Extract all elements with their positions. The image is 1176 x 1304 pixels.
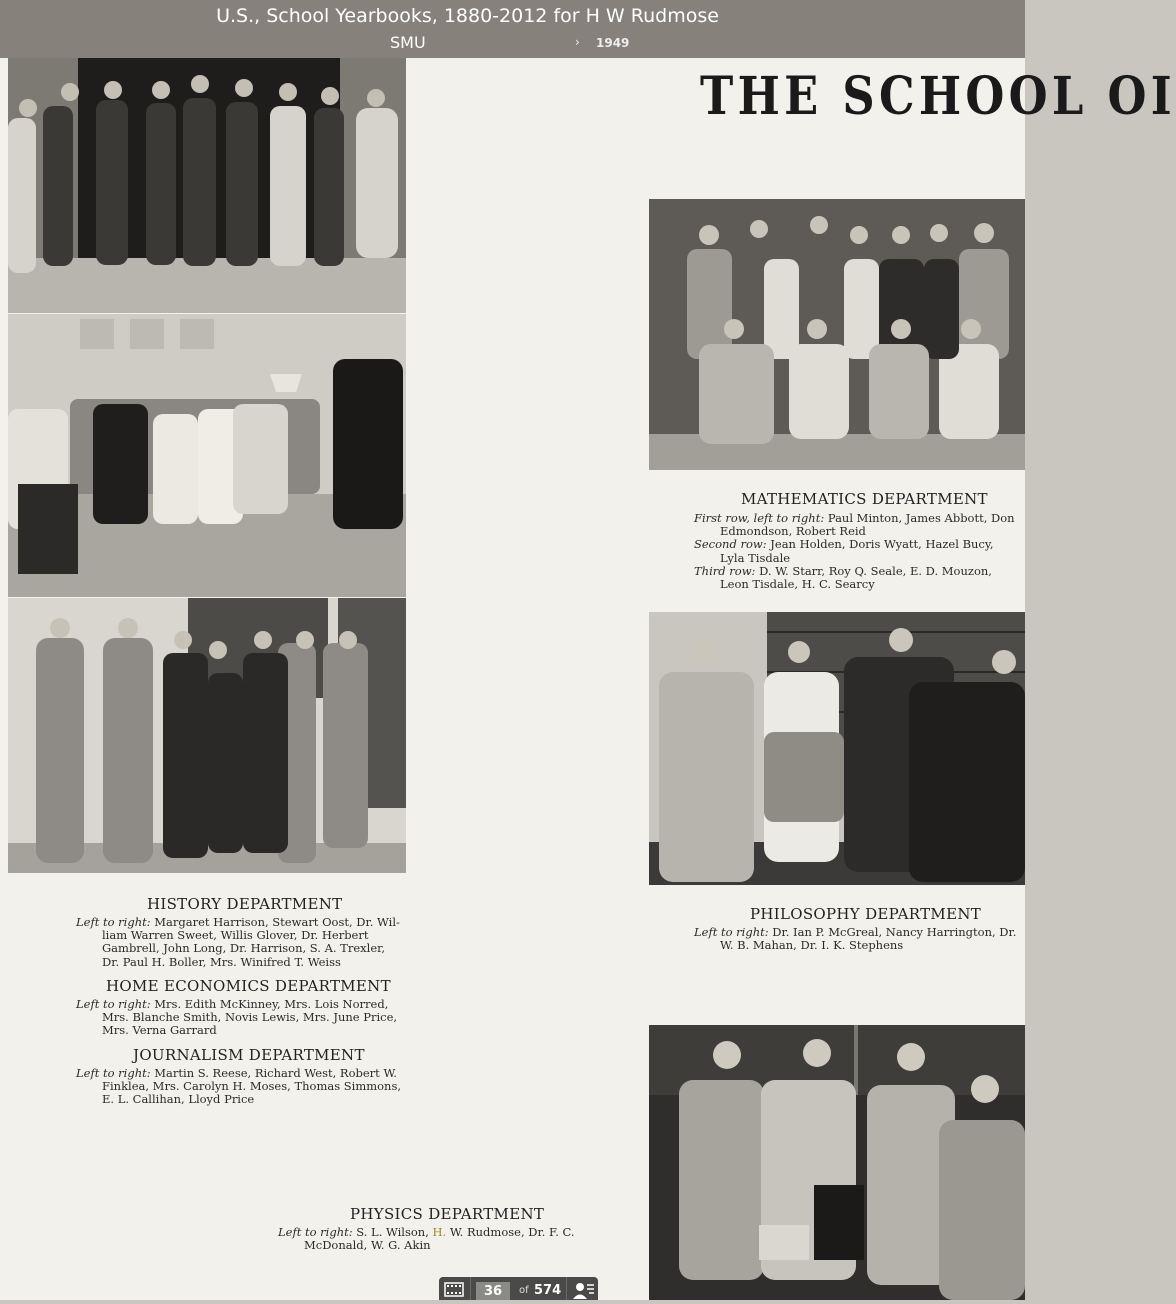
mathematics-row-3-cont: Leon Tisdale, H. C. Searcy [720,577,875,592]
philosophy-department-photo [649,612,1025,885]
history-department-photo [8,58,406,313]
journalism-line-1: Martin S. Reese, Richard West, Robert W. [154,1066,397,1080]
person-index-icon[interactable] [568,1277,598,1300]
mathematics-row-3-lead: Third row: [694,563,756,578]
page-title: THE SCHOOL OI [700,66,1176,127]
viewer-header [0,0,1025,58]
mathematics-heading: MATHEMATICS DEPARTMENT [741,490,988,508]
breadcrumb-chevron-icon: › [575,35,580,49]
journalism-department-photo [8,598,406,873]
physics-lead: Left to right: [278,1225,353,1239]
journalism-caption [76,1067,411,1107]
page-number-input[interactable] [476,1282,510,1300]
physics-line-1-pre: S. L. Wilson, [356,1225,433,1239]
physics-caption [278,1226,618,1252]
page-total: 574 [534,1283,562,1298]
philosophy-caption [694,926,1025,952]
journalism-line-3: E. L. Callihan, Lloyd Price [102,1092,255,1107]
journalism-line-2: Finklea, Mrs. Carolyn H. Moses, Thomas Simmons, [102,1079,402,1094]
home-economics-caption [76,998,411,1038]
home-economics-heading: HOME ECONOMICS DEPARTMENT [106,977,391,995]
pager-divider [566,1277,567,1300]
mathematics-row-3-text: D. W. Starr, Roy Q. Seale, E. D. Mouzon, [759,563,992,578]
philosophy-heading: PHILOSOPHY DEPARTMENT [750,905,982,923]
home-economics-line-1: Mrs. Edith McKinney, Mrs. Lois Norred, [154,997,389,1011]
history-lead: Left to right: [76,915,151,929]
mathematics-row-1-lead: First row, left to right: [694,511,825,525]
filmstrip-icon[interactable] [439,1277,469,1300]
page-navigator [439,1277,598,1300]
philosophy-line-2: W. B. Mahan, Dr. I. K. Stephens [720,938,904,953]
home-economics-department-photo [8,314,406,597]
history-caption [76,916,411,969]
breadcrumb-year[interactable]: 1949 [596,36,630,50]
physics-department-photo [649,1025,1025,1300]
history-line-1: Margaret Harrison, Stewart Oost, Dr. Wil- [154,915,400,929]
physics-highlight-initial[interactable]: H. [432,1225,447,1239]
philosophy-lead: Left to right: [694,925,769,939]
home-economics-lead: Left to right: [76,997,151,1011]
page-of-label: of [519,1285,529,1296]
mathematics-row-2-cont: Lyla Tisdale [720,550,791,565]
history-line-2: liam Warren Sweet, Willis Glover, Dr. Herbert [102,928,369,943]
record-title: U.S., School Yearbooks, 1880-2012 for H W Rudmose [216,5,719,27]
journalism-lead: Left to right: [76,1066,151,1080]
breadcrumb-school[interactable]: SMU [390,33,426,52]
history-heading: HISTORY DEPARTMENT [147,895,343,913]
physics-heading: PHYSICS DEPARTMENT [350,1205,545,1223]
philosophy-line-1: Dr. Ian P. McGreal, Nancy Harrington, Dr. [772,925,1017,939]
mathematics-row-2-lead: Second row: [694,537,767,552]
home-economics-line-2: Mrs. Blanche Smith, Novis Lewis, Mrs. June Price, [102,1010,398,1025]
physics-line-2: McDonald, W. G. Akin [304,1238,431,1253]
history-line-3: Gambrell, John Long, Dr. Harrison, S. A. Trexler, [102,941,386,956]
pager-divider [470,1277,471,1300]
mathematics-row-2-text: Jean Holden, Doris Wyatt, Hazel Bucy, [770,537,994,552]
mathematics-department-photo [649,199,1025,470]
journalism-heading: JOURNALISM DEPARTMENT [133,1046,365,1064]
home-economics-line-3: Mrs. Verna Garrard [102,1023,217,1038]
physics-line-1-post: W. Rudmose, Dr. F. C. [446,1225,575,1239]
history-line-4: Dr. Paul H. Boller, Mrs. Winifred T. Weiss [102,954,341,969]
mathematics-row-1-cont: Edmondson, Robert Reid [720,524,866,539]
mathematics-caption [694,512,1025,591]
mathematics-row-1-text: Paul Minton, James Abbott, Don [827,511,1015,525]
